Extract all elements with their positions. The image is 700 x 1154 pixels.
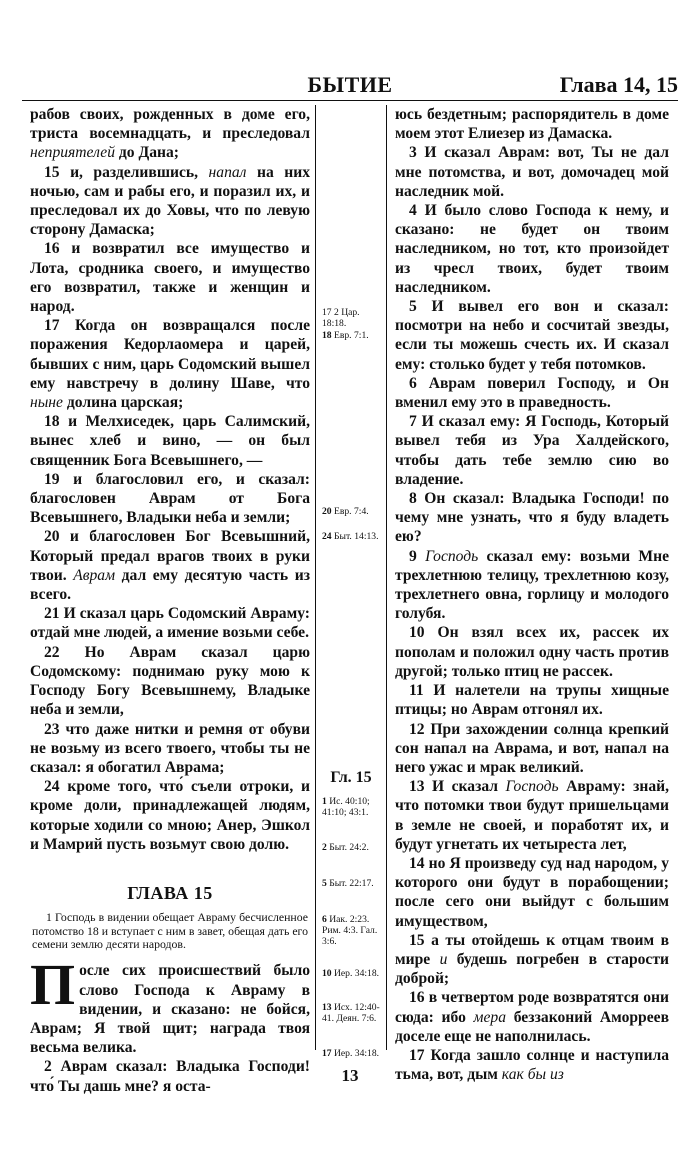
verse-14-23: 23 что даже нитки и ремня от обуви не возьму из всего твоего, чтобы ты не сказал: я обогатил Аврама; [30, 720, 310, 776]
running-head [22, 70, 678, 100]
verse-15-17: 17 Когда зашло солнце и наступила тьма, вот, дым как бы из [395, 1046, 669, 1084]
column-divider-right [386, 105, 387, 1050]
verse-15-12: 12 При захождении солнца крепкий сон напал на Аврама, и вот, напал на него ужас и мрак великий. [395, 720, 669, 776]
verse-14-18: 18 и Мелхиседек, царь Салимский, вынес хлеб и вино, — он был священник Бога Всевышнего, — [30, 413, 310, 469]
verse-15-2-continuation: юсь бездетным; распорядитель в доме моем этот Елиезер из Дамаска. [395, 106, 669, 143]
verse-15-15: 15 а ты отойдешь к отцам твоим в мире и будешь погребен в старости доброй; [395, 931, 669, 988]
verse-15-8: 8 Он сказал: Владыка Господи! по чему мне узнать, что я буду владеть ею? [395, 490, 669, 546]
drop-cap: П [30, 952, 76, 1018]
book-title: БЫТИЕ [307, 72, 393, 97]
margin-ref: 18 Евр. 7:1. [322, 330, 369, 341]
verse-14-20: 20 и благословен Бог Всевышний, Который предал врагов твоих в руки твои. Аврам дал ему десятую часть из всего. [30, 528, 310, 604]
margin-ref: 13 Исх. 12:40-41. Деян. 7:6. [322, 1002, 380, 1024]
margin-chapter-label: Гл. 15 [330, 769, 372, 786]
margin-ref: 5 Быт. 22:17. [322, 878, 374, 889]
verse-14-19: 19 и благословил его, и сказал: благословен Аврам от Бога Всевышнего, Владыки неба и земли; [30, 470, 310, 527]
margin-ref: 24 Быт. 14:13. [322, 531, 379, 542]
verse-14-22: 22 Но Аврам сказал царю Содомскому: поднимаю руку мою к Господу Богу Всевышнему, Владыке неба и земли, [30, 643, 310, 719]
verse-15-1: После сих происшествий было слово Господа к Авраму в видении, и сказано: не бойся, Аврам; Я твой щит; награда твоя весьма велика. [30, 952, 310, 1057]
chapter-summary: 1 Господь в видении обещает Авраму бесчисленное потомство 18 и вступает с ним в завет, обещая дать его семени землю десяти народов. [32, 910, 308, 951]
margin-ref: 17 2 Цар. 18:18. [322, 307, 360, 329]
verse-15-3: 3 И сказал Аврам: вот, Ты не дал мне потомства, и вот, домочадец мой наследник мой. [395, 144, 669, 200]
margin-ref: 6 Иак. 2:23. Рим. 4:3. Гал. 3:6. [322, 914, 378, 947]
margin-references [316, 105, 386, 1059]
margin-ref: 20 Евр. 7:4. [322, 506, 369, 517]
verse-15-7: 7 И сказал ему: Я Господь, Который вывел тебя из Ура Халдейского, чтобы дать тебе землю сию во владение. [395, 413, 669, 488]
verse-14-24: 24 кроме того, что́ съели отроки, и кроме доли, принадлежащей людям, которые ходили со мною; Анер, Эшкол и Мамрий пусть возьмут свою долю. [30, 778, 310, 853]
header-rule [22, 100, 678, 101]
verse-14-17: 17 Когда он возвращался после поражения Кедорлаомера и царей, бывших с ним, царь Содомский вышел ему навстречу в долину Шаве, что ныне долина царская; [30, 317, 310, 412]
verse-15-2: 2 Аврам сказал: Владыка Господи! что́ Ты дашь мне? я оста- [30, 1058, 310, 1095]
verse-15-6: 6 Аврам поверил Господу, и Он вменил ему это в праведность. [395, 374, 669, 412]
verse-15-11: 11 И налетели на трупы хищные птицы; но Аврам отгонял их. [395, 682, 669, 719]
verse-15-4: 4 И было слово Господа к нему, и сказано: не будет он твоим наследником, но тот, кто произойдет из чресл твоих, будет твоим наследником. [395, 202, 669, 296]
margin-ref: 10 Иер. 34:18. [322, 968, 380, 979]
margin-ref: 17 Иер. 34:18. [322, 1048, 380, 1059]
verse-15-10: 10 Он взял всех их, рассек их пополам и положил одну часть против другой; только птиц не рассек. [395, 624, 669, 680]
margin-ref: 1 Ис. 40:10; 41:10; 43:1. [322, 796, 370, 818]
verse-14-16: 16 и возвратил все имущество и Лота, сродника своего, и имущество его возвратил, также и женщин и народ. [30, 240, 310, 316]
margin-ref: 2 Быт. 24:2. [322, 842, 369, 853]
verse-14-21: 21 И сказал царь Содомский Авраму: отдай мне людей, а имение возьми себе. [30, 605, 310, 642]
chapter-heading: ГЛАВА 15 [127, 882, 213, 903]
right-column [395, 105, 669, 1084]
verse-15-13: 13 И сказал Господь Авраму: знай, что потомки твои будут пришельцами в земле не своей, и поработят их, и будут угнетать их четыреста лет, [395, 778, 670, 853]
verse-15-14: 14 но Я произведу суд над народом, у которого они будут в порабощении; после сего они выйдут с большим имуществом, [395, 854, 669, 930]
verse-15-16: 16 в четвертом роде возвратятся они сюда: ибо мера беззаконий Аморреев доселе еще не наполнилась. [395, 989, 669, 1045]
verse-15-9: 9 Господь сказал ему: возьми Мне трехлетнюю телицу, трехлетнюю козу, трехлетнего овна, горлицу и молодого голубя. [395, 547, 670, 623]
verse-15-5: 5 И вывел его вон и сказал: посмотри на небо и сосчитай звезды, если ты можешь счесть их. И сказал ему: столько будет у тебя потомков. [395, 298, 669, 373]
verse-14-14-continuation: рабов своих, рожденных в доме его, триста восемнадцать, и преследовал неприятелей до Дана; [30, 106, 310, 162]
page-number: 13 [341, 1066, 359, 1085]
verse-14-15: 15 и, разделившись, напал на них ночью, сам и рабы его, и поразил их, и преследовал их до Ховы, что по левую сторону Дамаска; [30, 163, 310, 239]
chapter-range: Глава 14, 15 [559, 72, 678, 97]
left-column [30, 105, 310, 1096]
